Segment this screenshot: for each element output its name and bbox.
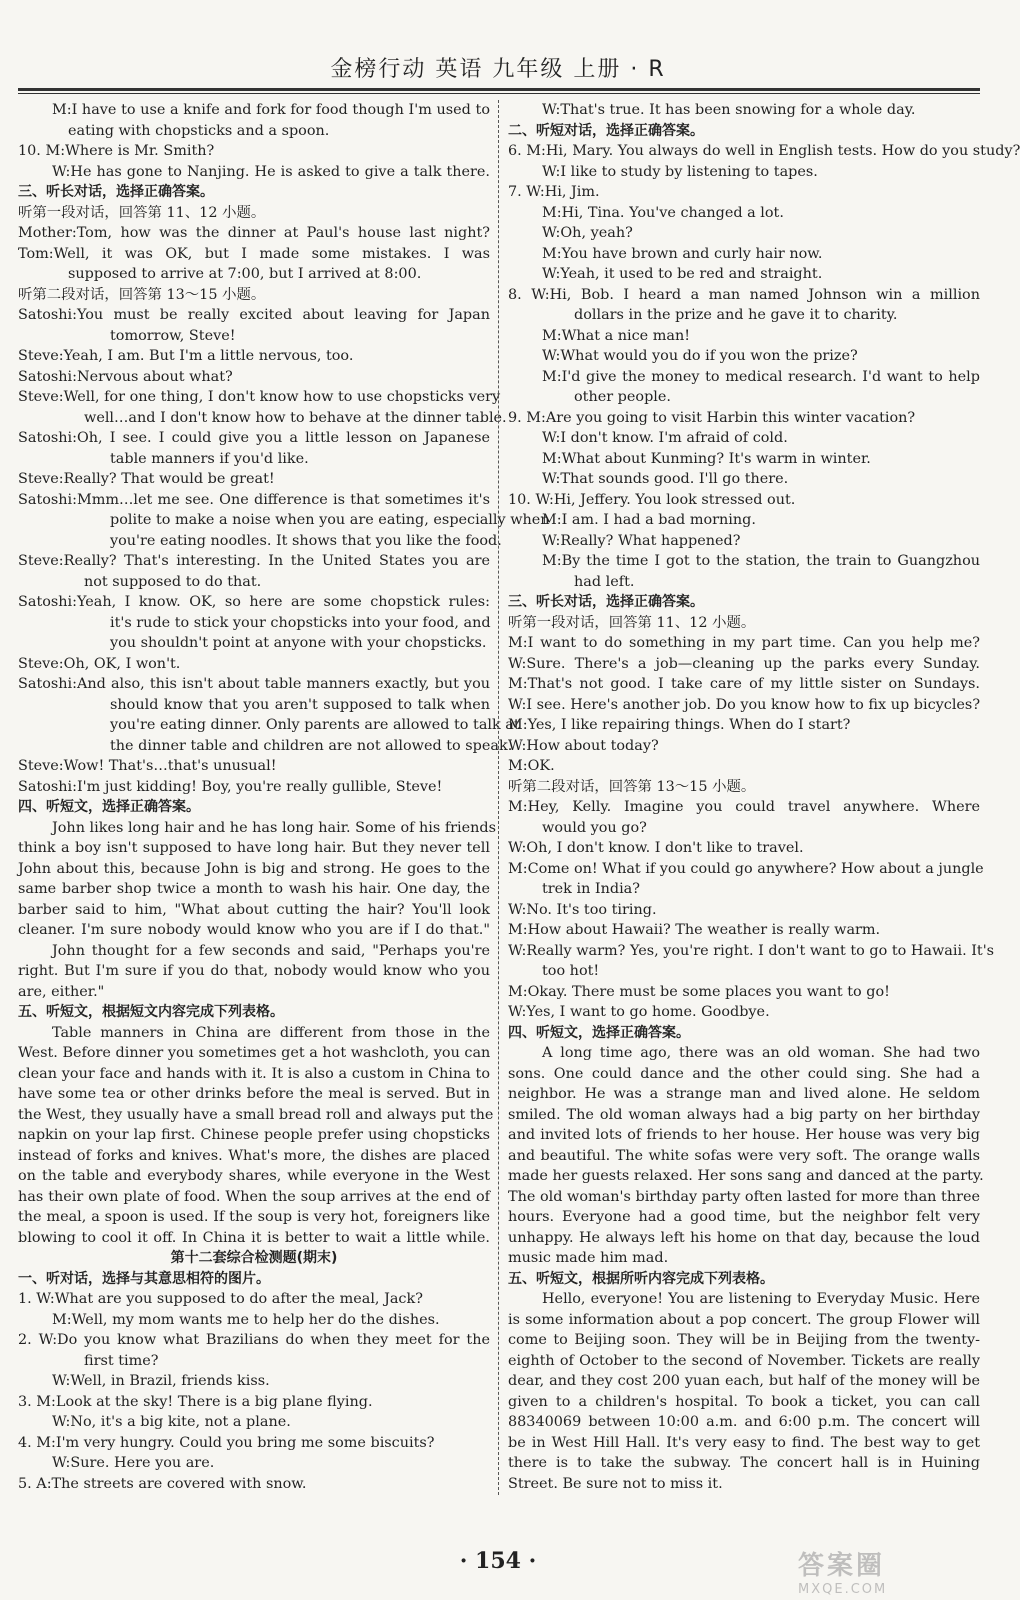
header-rule-thin xyxy=(18,93,980,94)
text-line: supposed to arrive at 7:00, but I arrived at 8:00. xyxy=(68,266,422,282)
text-line: 听第二段对话，回答第 13～15 小题。 xyxy=(508,778,756,795)
text-line: W:Really? What happened? xyxy=(542,532,741,549)
text-line: Satoshi:And also, this isn't about table manners exactly, but you xyxy=(18,676,490,692)
text-line: hours. Everyone had a good time, but the neighbor felt very xyxy=(508,1209,980,1225)
text-line: W:Yes, I want to go home. Goodbye. xyxy=(508,1004,770,1020)
text-line: W:Sure. There's a job—cleaning up the parks every Sunday. xyxy=(508,655,980,672)
text-line: M:OK. xyxy=(508,758,555,774)
text-line: the dinner table and children are not allowed to speak. xyxy=(110,737,513,754)
text-line: 四、听短文，选择正确答案。 xyxy=(18,799,200,815)
text-line: Satoshi:You must be really excited about leaving for Japan xyxy=(18,307,490,323)
text-line: M:Okay. There must be some places you want to go! xyxy=(508,983,890,1000)
text-line: 听第一段对话，回答第 11、12 小题。 xyxy=(18,204,266,221)
text-line: napkin on your lap first. Chinese people prefer using chopsticks xyxy=(18,1127,490,1143)
text-line: 三、听长对话，选择正确答案。 xyxy=(18,184,214,200)
text-line: Satoshi:I'm just kidding! Boy, you're really gullible, Steve! xyxy=(18,778,443,795)
text-line: W:Oh, yeah? xyxy=(542,225,633,241)
text-line: M:By the time I got to the station, the train to Guangzhou xyxy=(542,553,980,569)
text-line: tomorrow, Steve! xyxy=(110,327,236,344)
text-line: Steve:Oh, OK, I won't. xyxy=(18,655,181,672)
text-line: Table manners in China are different from those in the xyxy=(52,1024,490,1041)
text-line: 1. W:What are you supposed to do after the meal, Jack? xyxy=(18,1291,423,1307)
text-line: and beautiful. The white sofas were very soft. The orange walls xyxy=(508,1147,980,1164)
text-line: well…and I don't know how to behave at the dinner table. xyxy=(84,409,507,426)
text-line: would you go? xyxy=(542,819,647,836)
text-line: you're eating dinner. Only parents are allowed to talk at xyxy=(110,717,520,733)
header-rule xyxy=(18,88,980,91)
text-line: on the table and everybody shares, while everyone in the West xyxy=(18,1168,490,1184)
text-line: M:Well, my mom wants me to help her do the dishes. xyxy=(52,1311,440,1328)
text-line: W:I see. Here's another job. Do you know how to fix up bicycles? xyxy=(508,696,981,713)
text-line: W:Really warm? Yes, you're right. I don't want to go to Hawaii. It's xyxy=(508,942,995,959)
text-line: 二、听短对话，选择正确答案。 xyxy=(508,122,704,139)
text-line: 4. M:I'm very hungry. Could you bring me some biscuits? xyxy=(18,1434,435,1451)
text-line: 88340069 between 10:00 a.m. and 6:00 p.m. The concert will xyxy=(508,1414,980,1430)
text-line: 第十二套综合检测题(期末) xyxy=(170,1250,338,1266)
text-line: 6. M:Hi, Mary. You always do well in English tests. How do you study? xyxy=(508,143,1020,159)
text-line: W:That's true. It has been snowing for a whole day. xyxy=(542,102,916,118)
text-line: John thought for a few seconds and said, "Perhaps you're xyxy=(52,942,490,959)
text-line: had left. xyxy=(574,573,635,590)
text-line: eating with chopsticks and a spoon. xyxy=(68,122,330,139)
text-line: first time? xyxy=(84,1352,159,1369)
page-header: 金榜行动 英语 九年级 上册 · R xyxy=(330,57,666,82)
text-line: you shouldn't point at anyone with your chopsticks. xyxy=(110,635,487,651)
text-line: it's rude to stick your chopsticks into your food, and xyxy=(110,614,491,631)
text-line: 一、听对话，选择与其意思相符的图片。 xyxy=(18,1270,270,1287)
text-line: M:You have brown and curly hair now. xyxy=(542,245,823,262)
text-line: not supposed to do that. xyxy=(84,573,262,590)
text-line: have some tea or other drinks before the meal is served. But in xyxy=(18,1086,490,1102)
text-line: 8. W:Hi, Bob. I heard a man named Johnson win a million xyxy=(508,286,980,303)
watermark-top: 答案圈 xyxy=(798,1551,886,1581)
text-line: Hello, everyone! You are listening to Everyday Music. Here xyxy=(542,1291,980,1307)
text-line: M:That's not good. I take care of my little sister on Sundays. xyxy=(508,676,980,692)
text-line: W:Well, in Brazil, friends kiss. xyxy=(52,1373,270,1389)
text-line: you're eating noodles. It shows that you like the food. xyxy=(110,532,502,549)
text-line: W:Yeah, it used to be red and straight. xyxy=(542,266,823,282)
text-line: M:I want to do something in my part time. Can you help me? xyxy=(508,635,980,651)
text-line: Tom:Well, it was OK, but I made some mistakes. I was xyxy=(18,245,490,262)
text-line: Satoshi:Yeah, I know. OK, so here are some chopstick rules: xyxy=(18,594,490,610)
text-line: unhappy. He always left his home on that day, because the loud xyxy=(508,1229,980,1246)
text-line: the West, they usually have a small bread roll and always put the xyxy=(18,1106,494,1123)
text-line: 三、听长对话，选择正确答案。 xyxy=(508,594,704,610)
text-line: W:Sure. Here you are. xyxy=(52,1455,215,1471)
text-line: be in West Hill Hall. It's very easy to find. The best way to get xyxy=(508,1434,980,1451)
text-line: 五、听短文，根据所听内容完成下列表格。 xyxy=(508,1270,774,1287)
text-line: A long time ago, there was an old woman. She had two xyxy=(542,1045,980,1061)
text-line: neighbor. He was a strange man and lived alone. He seldom xyxy=(508,1086,980,1102)
watermark-logo xyxy=(798,1545,978,1595)
text-line: Street. Be sure not to miss it. xyxy=(508,1475,723,1492)
text-line: 7. W:Hi, Jim. xyxy=(508,184,600,200)
text-line: instead of forks and knives. What's more, the dishes are placed xyxy=(18,1147,490,1164)
text-line: there is to take the subway. The concert hall is in Huining xyxy=(508,1455,980,1471)
text-line: are, either." xyxy=(18,983,105,1000)
text-line: W:I like to study by listening to tapes. xyxy=(542,163,818,180)
text-line: sons. One could dance and the other could sing. She had a xyxy=(508,1065,980,1082)
text-line: made her guests relaxed. Her sons sang and danced at the party. xyxy=(508,1168,984,1184)
text-line: West. Before dinner you sometimes get a hot washcloth, you can xyxy=(18,1045,491,1061)
text-line: given to a children's hospital. To book a ticket, you can call xyxy=(508,1393,980,1410)
text-line: W:Oh, I don't know. I don't like to travel. xyxy=(508,840,804,856)
text-line: come to Beijing soon. They will be in Beijing from the twenty- xyxy=(508,1332,980,1348)
text-line: W:No, it's a big kite, not a plane. xyxy=(52,1414,291,1430)
column-divider xyxy=(498,100,499,1495)
text-line: barber said to him, "What about cutting the hair? You'll look xyxy=(18,901,490,918)
text-line: too hot! xyxy=(542,963,600,979)
text-line: Steve:Really? That would be great! xyxy=(18,471,275,487)
text-line: 听第一段对话，回答第 11、12 小题。 xyxy=(508,614,756,631)
text-line: Satoshi:Mmm…let me see. One difference is that sometimes it's xyxy=(18,491,490,508)
text-line: Steve:Really? That's interesting. In the United States you are xyxy=(18,553,490,569)
text-line: polite to make a noise when you are eating, especially when xyxy=(110,512,550,528)
text-line: 2. W:Do you know what Brazilians do when they meet for the xyxy=(18,1332,490,1348)
text-line: M:Hey, Kelly. Imagine you could travel anywhere. Where xyxy=(508,799,980,815)
text-line: M:I have to use a knife and fork for food though I'm used to xyxy=(52,102,490,118)
text-line: other people. xyxy=(574,389,671,405)
text-line: 10. W:Hi, Jeffery. You look stressed out. xyxy=(508,491,796,508)
text-line: M:I'd give the money to medical research. I'd want to help xyxy=(542,368,980,385)
text-line: blowing to cool it off. In China it is better to wait a little while. xyxy=(18,1229,490,1246)
text-line: Satoshi:Oh, I see. I could give you a little lesson on Japanese xyxy=(18,430,490,446)
page-number: · 154 · xyxy=(459,1548,537,1574)
text-line: should know that you aren't supposed to talk when xyxy=(110,696,490,713)
text-line: right. But I'm sure if you do that, nobody would know who you xyxy=(18,963,490,979)
text-line: John likes long hair and he has long hair. Some of his friends xyxy=(52,819,497,836)
text-line: 10. M:Where is Mr. Smith? xyxy=(18,143,215,159)
text-line: cleaner. I'm sure nobody would know who you are if I do that." xyxy=(18,922,490,938)
text-line: dear, and they cost 200 yuan each, but half of the money will be xyxy=(508,1373,980,1389)
text-line: the meal, a spoon is used. If the soup is very hot, foreigners like xyxy=(18,1209,490,1225)
text-line: Mother:Tom, how was the dinner at Paul's house last night? xyxy=(18,225,490,241)
text-line: Steve:Well, for one thing, I don't know how to use chopsticks very xyxy=(18,389,501,405)
text-line: same barber shop twice a month to wash his hair. One day, the xyxy=(18,881,490,897)
text-line: The old woman's birthday party often lasted for more than three xyxy=(508,1188,980,1205)
text-line: think a boy isn't supposed to have long hair. But they never tell xyxy=(18,840,490,856)
text-line: smiled. The old woman always had a big party on her birthday xyxy=(508,1106,980,1123)
text-line: Steve:Wow! That's…that's unusual! xyxy=(18,758,277,774)
text-line: W:I don't know. I'm afraid of cold. xyxy=(542,430,788,446)
text-line: 3. M:Look at the sky! There is a big plane flying. xyxy=(18,1393,373,1410)
text-line: M:What a nice man! xyxy=(542,327,691,344)
text-line: eighth of October to the second of November. Tickets are really xyxy=(508,1352,980,1369)
text-line: 9. M:Are you going to visit Harbin this winter vacation? xyxy=(508,409,916,426)
text-line: trek in India? xyxy=(542,881,640,897)
text-line: M:How about Hawaii? The weather is really warm. xyxy=(508,922,881,938)
right-column xyxy=(508,100,1020,1494)
text-line: table manners if you'd like. xyxy=(110,450,309,467)
text-line: John about this, because John is big and strong. He goes to the xyxy=(18,860,490,877)
text-line: M:What about Kunming? It's warm in winter. xyxy=(542,450,871,467)
text-line: 5. A:The streets are covered with snow. xyxy=(18,1475,307,1492)
text-line: dollars in the prize and he gave it to charity. xyxy=(574,307,898,323)
text-line: M:Yes, I like repairing things. When do I start? xyxy=(508,717,851,733)
text-line: W:He has gone to Nanjing. He is asked to give a talk there. xyxy=(52,163,490,180)
text-line: 四、听短文，选择正确答案。 xyxy=(508,1024,690,1041)
text-line: M:Come on! What if you could go anywhere? How about a jungle xyxy=(508,860,984,877)
text-line: 听第二段对话，回答第 13～15 小题。 xyxy=(18,286,266,303)
text-line: clean your face and hands with it. It is also a custom in China to xyxy=(18,1065,490,1082)
text-line: M:I am. I had a bad morning. xyxy=(542,512,756,528)
text-line: W:That sounds good. I'll go there. xyxy=(542,471,789,487)
text-line: 五、听短文，根据短文内容完成下列表格。 xyxy=(18,1004,284,1020)
text-line: is some information about a pop concert. The group Flower will xyxy=(508,1311,980,1328)
text-line: W:How about today? xyxy=(508,737,659,754)
text-line: W:What would you do if you won the prize? xyxy=(542,348,858,364)
text-line: Satoshi:Nervous about what? xyxy=(18,368,233,385)
watermark-bottom: MXQE.COM xyxy=(798,1582,888,1597)
text-line: Steve:Yeah, I am. But I'm a little nervous, too. xyxy=(18,348,354,364)
text-line: M:Hi, Tina. You've changed a lot. xyxy=(542,204,784,221)
text-line: and invited lots of friends to her house. Her house was very big xyxy=(508,1127,980,1143)
text-line: has their own plate of food. When the soup arrives at the end of xyxy=(18,1188,490,1205)
text-line: music made him mad. xyxy=(508,1250,669,1266)
text-line: W:No. It's too tiring. xyxy=(508,901,657,918)
